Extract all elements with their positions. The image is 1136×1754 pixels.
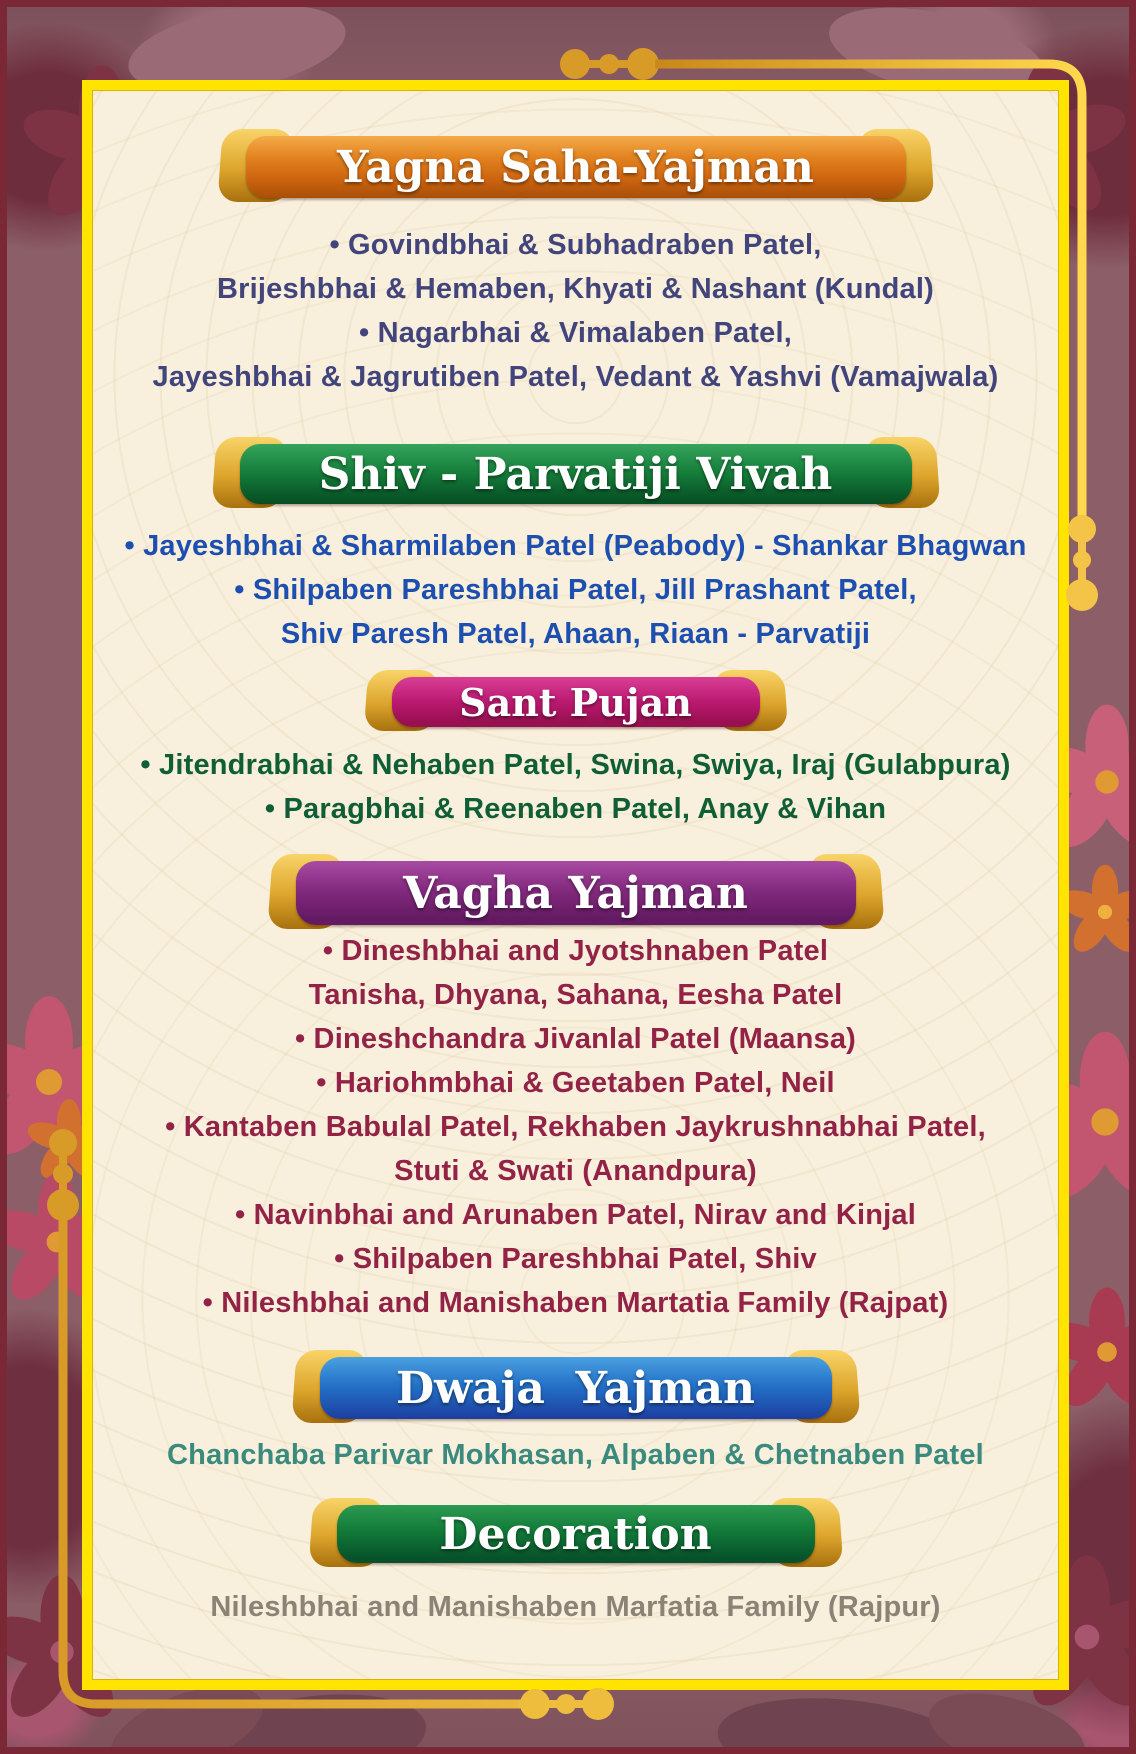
name-line: • Shilpaben Pareshbhai Patel, Jill Prashant Patel,: [234, 574, 917, 606]
dwaja-yajman-banner: [320, 1357, 832, 1419]
name-line: • Nagarbhai & Vimalaben Patel,: [358, 317, 793, 349]
shiv-parvatiji-vivah-names: [98, 524, 1053, 656]
name-line: • Jitendrabhai & Nehaben Patel, Swina, Swiya, Iraj (Gulabpura): [140, 749, 1011, 781]
name-line: Nileshbhai and Manishaben Marfatia Family (Rajpur): [210, 1591, 941, 1623]
name-line: Tanisha, Dhyana, Sahana, Eesha Patel: [308, 979, 843, 1011]
name-line: • Govindbhai & Subhadraben Patel,: [329, 229, 822, 261]
name-line: • Dineshbhai and Jyotshnaben Patel: [322, 935, 829, 967]
section-decoration: [98, 1505, 1053, 1629]
section-dwaja-yajman: [98, 1357, 1053, 1477]
name-line: • Jayeshbhai & Sharmilaben Patel (Peabody) - Shankar Bhagwan: [124, 530, 1027, 562]
section-vagha-yajman: [98, 861, 1053, 1325]
name-line: Chanchaba Parivar Mokhasan, Alpaben & Chetnaben Patel: [167, 1439, 984, 1471]
name-line: • Shilpaben Pareshbhai Patel, Shiv: [334, 1243, 817, 1275]
name-line: • Nileshbhai and Manishaben Martatia Family (Rajpat): [202, 1287, 949, 1319]
banner-title: Decoration: [439, 1508, 712, 1560]
name-line: • Navinbhai and Arunaben Patel, Nirav and Kinjal: [235, 1199, 916, 1231]
panel-content: [92, 90, 1059, 1680]
banner-title: Sant Pujan: [459, 679, 692, 725]
name-line: Brijeshbhai & Hemaben, Khyati & Nashant (Kundal): [217, 273, 934, 305]
banner-title: Dwaja Yajman: [395, 1362, 756, 1414]
yagna-saha-yajman-banner: [246, 136, 906, 198]
name-line: Stuti & Swati (Anandpura): [394, 1155, 757, 1187]
vagha-yajman-banner: [296, 861, 856, 925]
sant-pujan-banner: [392, 677, 760, 727]
banner-title: Shiv - Parvatiji Vivah: [318, 448, 833, 500]
name-line: • Dineshchandra Jivanlal Patel (Maansa): [294, 1023, 857, 1055]
name-line: • Paragbhai & Reenaben Patel, Anay & Vihan: [264, 793, 887, 825]
banner-title: Vagha Yajman: [403, 867, 748, 919]
vagha-yajman-names: [98, 929, 1053, 1325]
section-shiv-parvatiji-vivah: [98, 444, 1053, 656]
name-line: • Hariohmbhai & Geetaben Patel, Neil: [316, 1067, 835, 1099]
main-panel: [82, 80, 1069, 1690]
sant-pujan-names: [98, 743, 1053, 831]
yagna-saha-yajman-names: [98, 223, 1053, 399]
decoration-banner: [337, 1505, 815, 1563]
name-line: • Kantaben Babulal Patel, Rekhaben Jaykrushnabhai Patel,: [165, 1111, 986, 1143]
section-yagna-saha-yajman: [98, 136, 1053, 399]
name-line: Jayeshbhai & Jagrutiben Patel, Vedant & Yashvi (Vamajwala): [152, 361, 999, 393]
name-line: Shiv Paresh Patel, Ahaan, Riaan - Parvatiji: [280, 618, 871, 650]
shiv-parvatiji-vivah-banner: [240, 444, 912, 504]
banner-title: Yagna Saha-Yajman: [337, 141, 814, 193]
section-sant-pujan: [98, 677, 1053, 831]
dwaja-yajman-names: [98, 1433, 1053, 1477]
decoration-names: [98, 1585, 1053, 1629]
